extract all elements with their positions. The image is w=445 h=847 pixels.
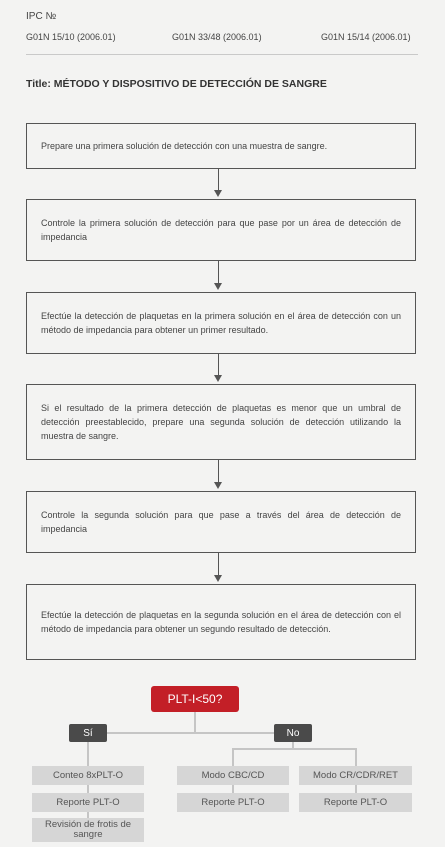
flow-step-1-text: Prepare una primera solución de detección con una muestra de sangre.: [41, 141, 328, 151]
flow-step-6: [26, 584, 416, 660]
flow-step-4-text: Si el resultado de la primera detección de plaquetas es menor que un umbral de detección preestablecido, prepare una segunda solución de detección utilizando la muestra de sangre.: [41, 403, 401, 441]
no-right-drop: [355, 748, 357, 766]
yes-stem-line: [87, 742, 89, 766]
patent-title: Title: MÉTODO Y DISPOSITIVO DE DETECCIÓN DE SANGRE: [26, 78, 327, 90]
flow-connector-3: [218, 354, 219, 376]
flow-arrow-4: [214, 482, 222, 489]
flow-step-6-text: Efectúe la detección de plaquetas en la segunda solución en el área de detección con el método de impedancia para obtener un segundo resultado de detección.: [41, 610, 401, 634]
no-left-drop: [232, 748, 234, 766]
flow-connector-4: [218, 460, 219, 483]
yes-outcome-1: Conteo 8xPLT-O: [32, 766, 144, 785]
yes-outcome-3: Revisión de frotis de sangre: [32, 818, 144, 842]
ipc-code-3: G01N 15/14 (2006.01): [321, 32, 411, 42]
flow-step-3-text: Efectúe la detección de plaquetas en la primera solución en el área de detección con un método de impedancia para obtener un primer resultado.: [41, 311, 401, 335]
flow-step-3: [26, 292, 416, 354]
ipc-label: IPC №: [26, 11, 57, 22]
no-right-link: [355, 785, 357, 793]
flow-step-4: [26, 384, 416, 460]
flow-step-5-text: Controle la segunda solución para que pase a través del área de detección de impedancia: [41, 510, 401, 534]
flow-connector-2: [218, 261, 219, 284]
ipc-code-1: G01N 15/10 (2006.01): [26, 32, 116, 42]
flow-arrow-2: [214, 283, 222, 290]
flow-connector-5: [218, 553, 219, 576]
ipc-code-2: G01N 33/48 (2006.01): [172, 32, 262, 42]
yes-link-1: [87, 785, 89, 793]
flow-step-1: [26, 123, 416, 169]
flow-arrow-5: [214, 575, 222, 582]
decision-stem-line: [194, 712, 196, 733]
branch-yes: Sí: [69, 724, 107, 742]
flow-step-2: [26, 199, 416, 261]
no-left-outcome-1: Modo CBC/CD: [177, 766, 289, 785]
no-right-outcome-2: Reporte PLT-O: [299, 793, 412, 812]
flow-step-2-text: Controle la primera solución de detección para que pase por un área de detección de impedancia: [41, 218, 401, 242]
no-left-link: [232, 785, 234, 793]
no-left-outcome-2: Reporte PLT-O: [177, 793, 289, 812]
yes-outcome-2: Reporte PLT-O: [32, 793, 144, 812]
flow-arrow-3: [214, 375, 222, 382]
flow-arrow-1: [214, 190, 222, 197]
branch-no: No: [274, 724, 312, 742]
no-split-line: [232, 748, 356, 750]
no-right-outcome-1: Modo CR/CDR/RET: [299, 766, 412, 785]
flow-connector-1: [218, 169, 219, 191]
header-divider: [26, 54, 418, 55]
flow-step-5: [26, 491, 416, 553]
decision-node: PLT-I<50?: [151, 686, 239, 712]
decision-branch-line: [87, 732, 293, 734]
